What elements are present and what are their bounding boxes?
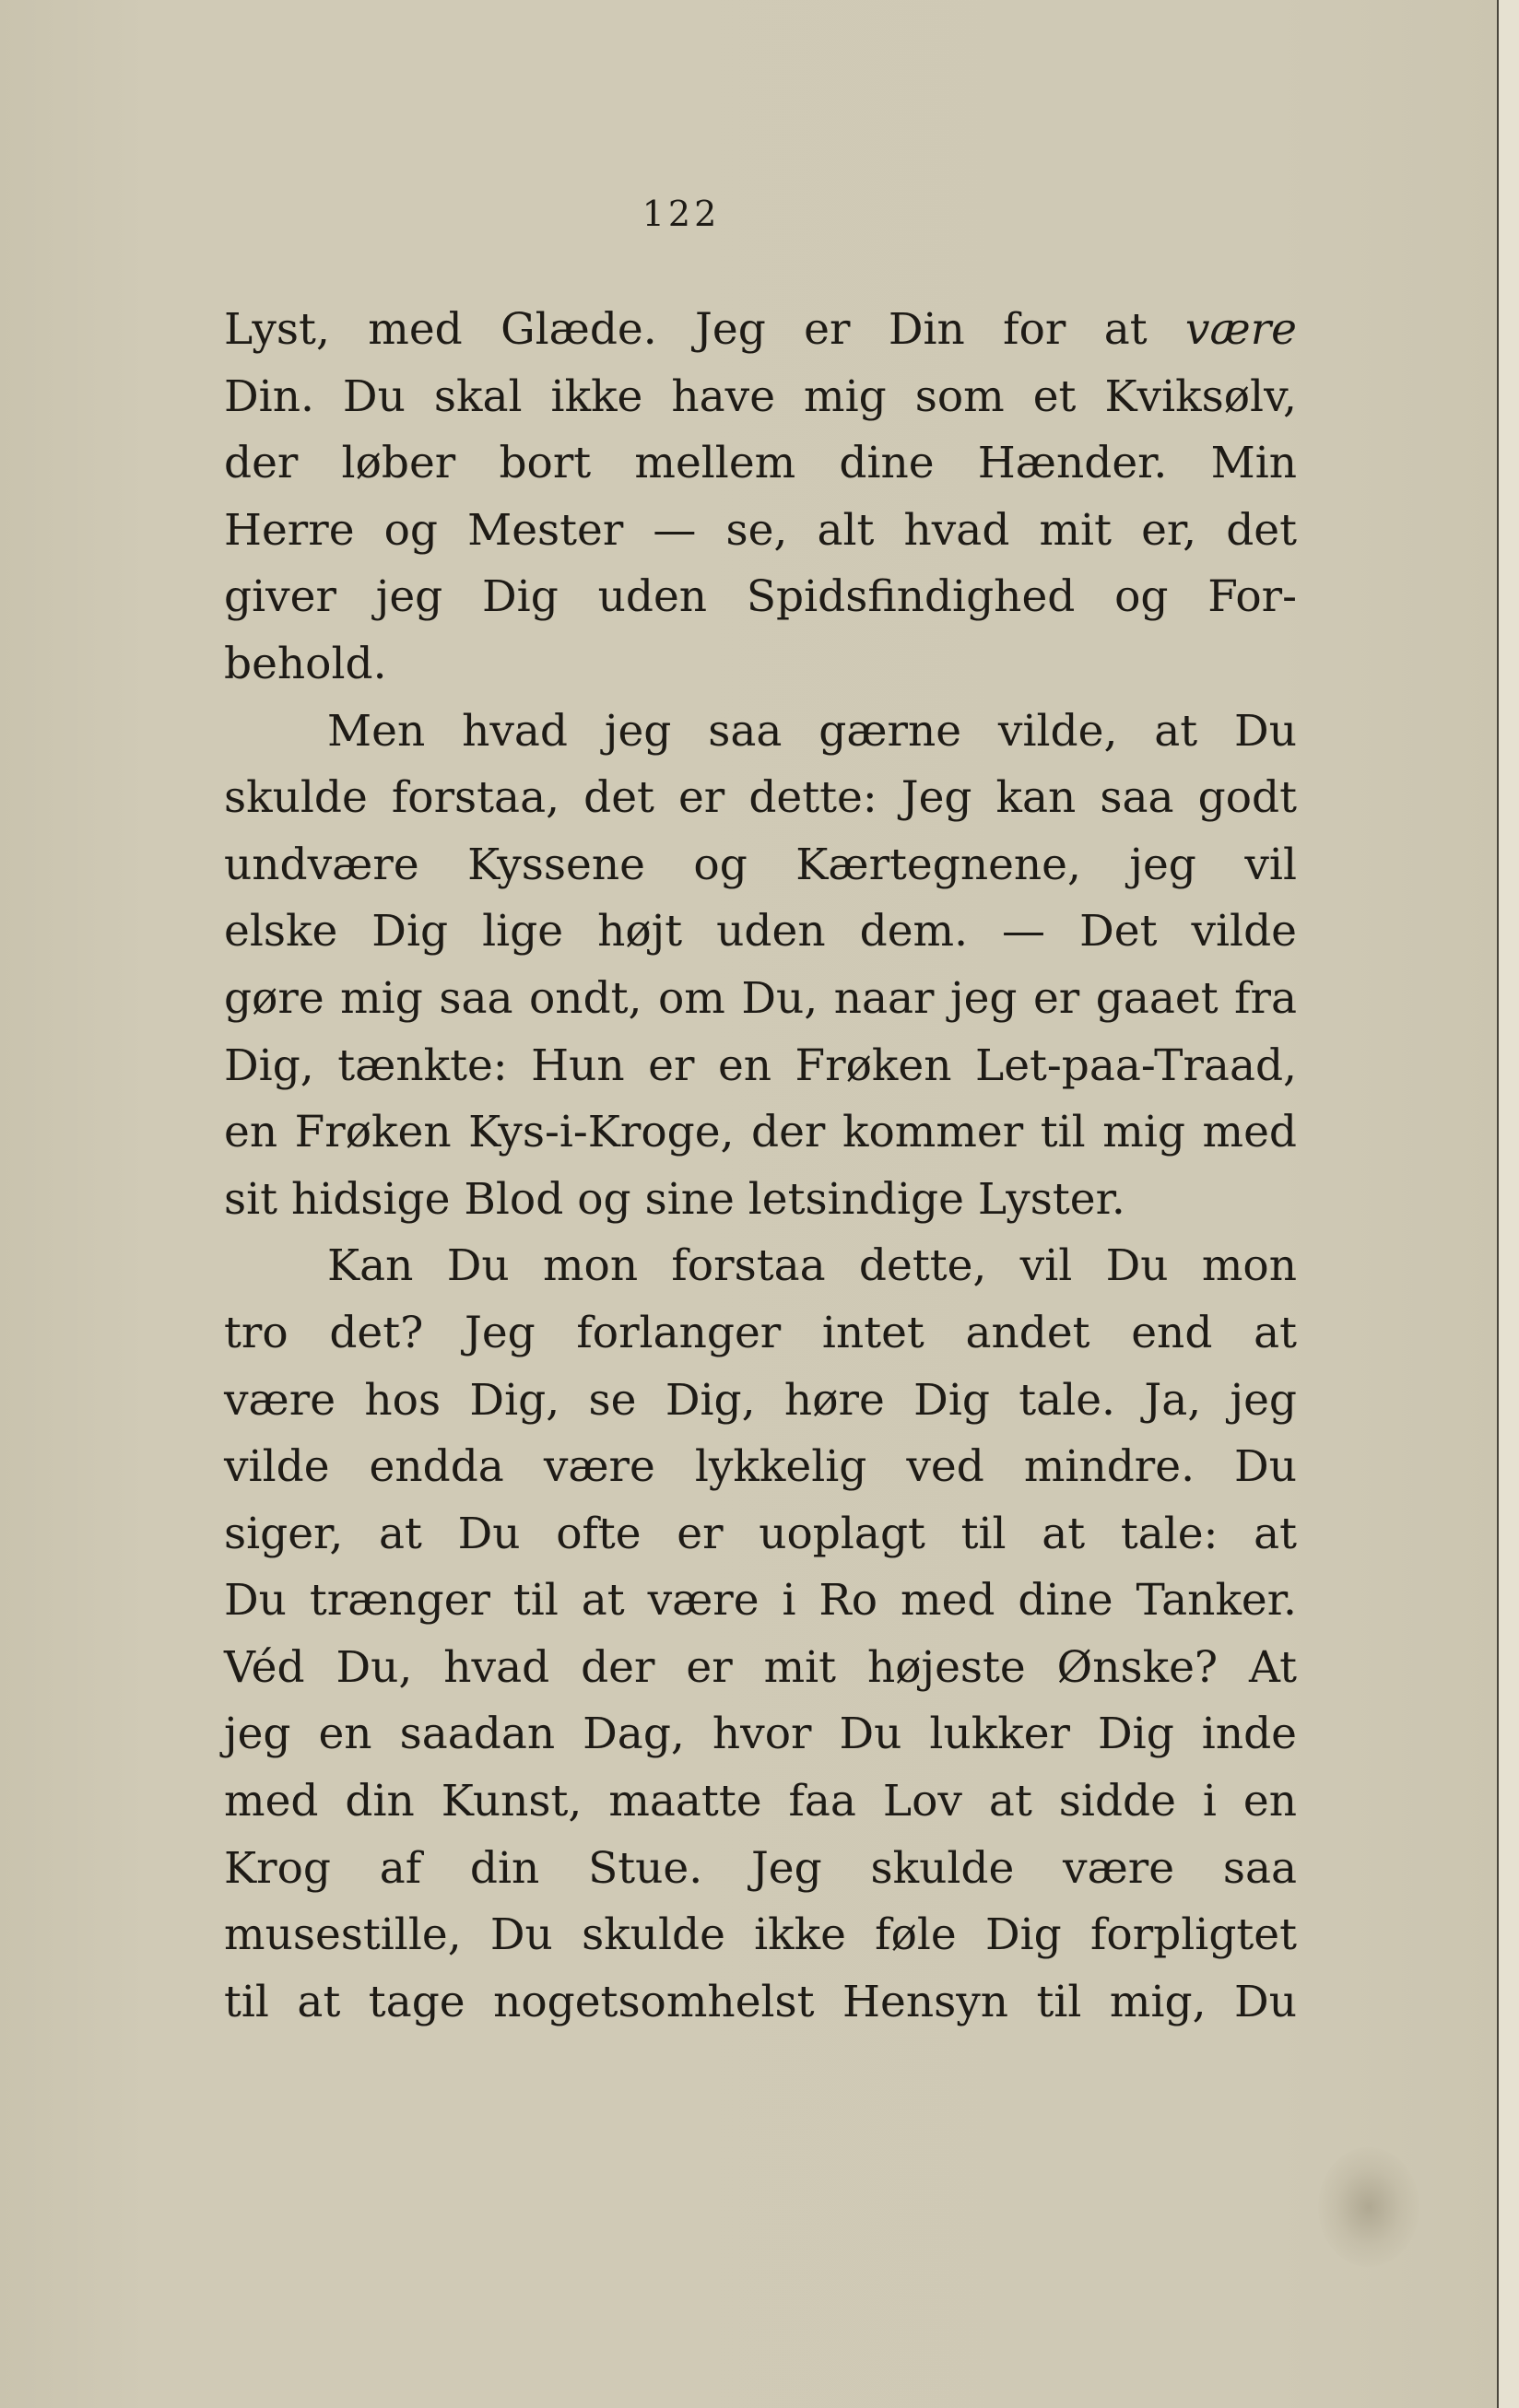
text-line: jeg en saadan Dag, hvor Du lukker Dig inde	[224, 1709, 1297, 1760]
text-line: siger, at Du ofte er uoplagt til at tale: at	[224, 1508, 1297, 1559]
text-line: være hos Dig, se Dig, høre Dig tale. Ja, jeg	[224, 1374, 1297, 1426]
text-line: elske Dig lige højt uden dem. — Det vilde	[224, 906, 1297, 957]
text-line: Dig, tænkte: Hun er en Frøken Let-paa-Traad,	[224, 1040, 1297, 1091]
text-line: giver jeg Dig uden Spidsfindighed og For-	[224, 571, 1297, 623]
text-line: Véd Du, hvad der er mit højeste Ønske? At	[224, 1641, 1297, 1693]
text-line: tro det? Jeg forlanger intet andet end at	[224, 1307, 1297, 1358]
text-line: vilde endda være lykkelig ved mindre. Du	[224, 1441, 1297, 1493]
text-line: skulde forstaa, det er dette: Jeg kan saa godt	[224, 772, 1297, 824]
text-line: Men hvad jeg saa gærne vilde, at Du	[327, 705, 1297, 757]
text-line: Krog af din Stue. Jeg skulde være saa	[224, 1842, 1297, 1894]
text-line: med din Kunst, maatte faa Lov at sidde i en	[224, 1776, 1297, 1827]
text-line: til at tage nogetsomhelst Hensyn til mig, Du	[224, 1976, 1297, 2027]
text-line: der løber bort mellem dine Hænder. Min	[224, 438, 1297, 489]
page-edge	[1497, 0, 1519, 2408]
text-line: en Frøken Kys-i-Kroge, der kommer til mig med	[224, 1107, 1297, 1158]
text-line: Du trænger til at være i Ro med dine Tanker.	[224, 1575, 1297, 1627]
body-text	[224, 297, 1297, 2036]
italic-word: være	[1184, 304, 1297, 355]
paper-stain	[1318, 2147, 1419, 2267]
text-line: Din. Du skal ikke have mig som et Kviksølv,	[224, 370, 1297, 422]
text-line: musestille, Du skulde ikke føle Dig forpligtet	[224, 1909, 1297, 1961]
page-number: 122	[642, 194, 721, 234]
text-line: sit hidsige Blod og sine letsindige Lyster.	[224, 1173, 1125, 1225]
text-line: Herre og Mester — se, alt hvad mit er, det	[224, 504, 1297, 556]
text-line: Lyst, med Glæde. Jeg er Din for at være	[224, 304, 1297, 355]
text-line: gøre mig saa ondt, om Du, naar jeg er gaaet fra	[224, 972, 1297, 1024]
text-line: Kan Du mon forstaa dette, vil Du mon	[327, 1240, 1297, 1292]
text-line: behold.	[224, 638, 387, 689]
text-line: undvære Kyssene og Kærtegnene, jeg vil	[224, 839, 1297, 890]
